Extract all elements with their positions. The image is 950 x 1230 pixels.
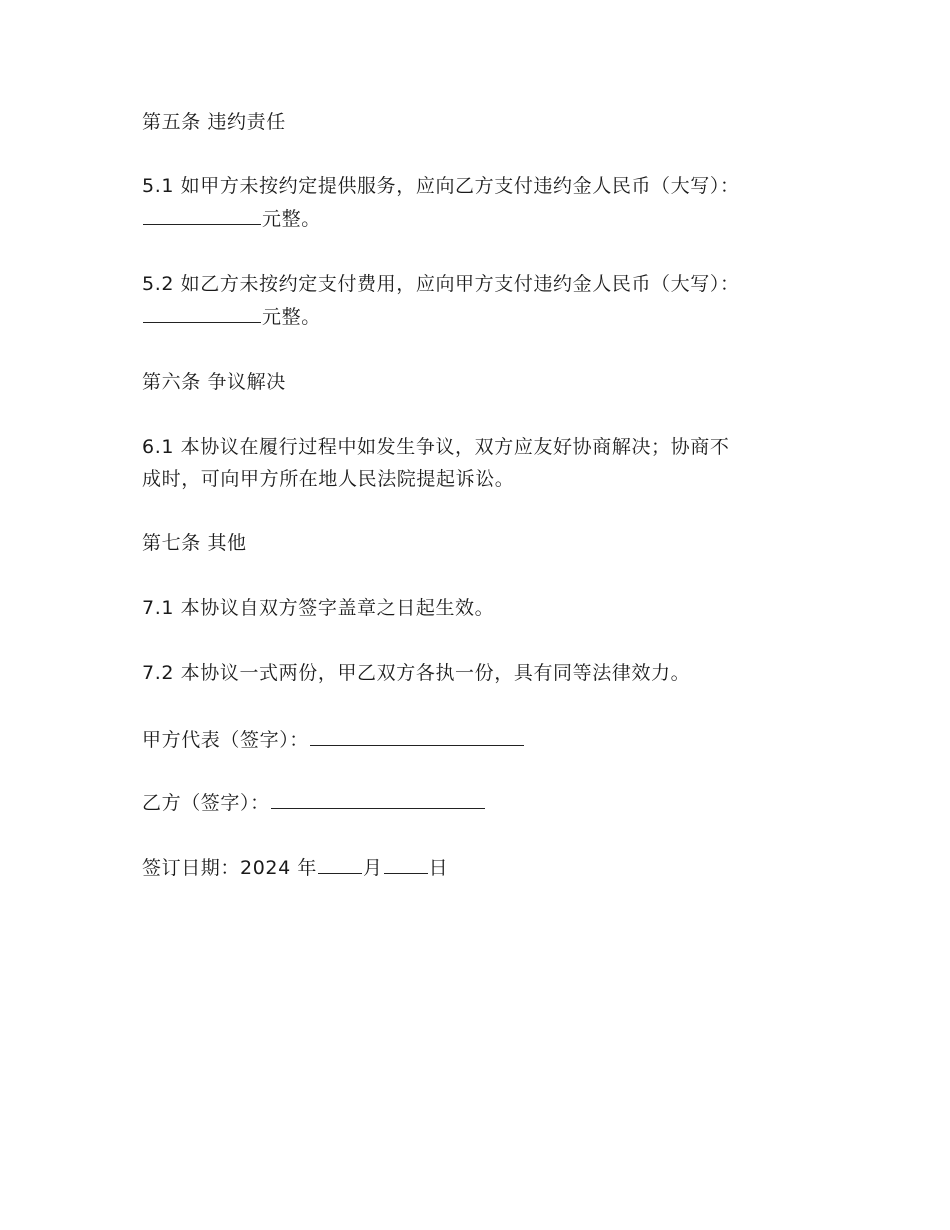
- clause-7-2: [142, 657, 842, 689]
- party-a-signature-blank[interactable]: [310, 723, 524, 746]
- date-day-blank[interactable]: [384, 851, 428, 874]
- clause-5-1: [142, 170, 842, 235]
- date-day-label: 日: [428, 857, 449, 879]
- signing-date-label: 签订日期：2024 年: [142, 857, 317, 879]
- clause-7-2-text: 7.2 本协议一式两份，甲乙双方各执一份，具有同等法律效力。: [142, 662, 691, 684]
- clause-6-1-line2: 成时，可向甲方所在地人民法院提起诉讼。: [142, 468, 515, 490]
- clause-7-1: [142, 592, 842, 624]
- clause-6-1: [142, 431, 842, 495]
- clause-5-2-text: 5.2 如乙方未按约定支付费用，应向甲方支付违约金人民币（大写）：: [142, 273, 740, 295]
- party-b-signature-blank[interactable]: [271, 786, 485, 809]
- date-month-blank[interactable]: [318, 851, 362, 874]
- clause-5-2-tail: 元整。: [262, 306, 321, 328]
- signing-date: [142, 851, 842, 884]
- section-7-title: [142, 527, 842, 559]
- section-5-title-text: 第五条 违约责任: [142, 111, 286, 133]
- clause-5-1-tail: 元整。: [262, 208, 321, 230]
- amount-blank[interactable]: [143, 202, 261, 225]
- clause-5-2-amount-line: [142, 300, 842, 333]
- party-b-signature: [142, 786, 842, 819]
- clause-6-1-line1: 6.1 本协议在履行过程中如发生争议，双方应友好协商解决；协商不: [142, 436, 730, 458]
- section-6-title: [142, 366, 842, 398]
- clause-5-2: [142, 268, 842, 333]
- clause-5-1-amount-line: [142, 202, 842, 235]
- party-b-signature-label: 乙方（签字）：: [142, 792, 270, 814]
- section-6-title-text: 第六条 争议解决: [142, 371, 286, 393]
- party-a-signature: [142, 723, 842, 756]
- section-7-title-text: 第七条 其他: [142, 532, 247, 554]
- clause-7-1-text: 7.1 本协议自双方签字盖章之日起生效。: [142, 597, 495, 619]
- clause-5-1-text: 5.1 如甲方未按约定提供服务，应向乙方支付违约金人民币（大写）：: [142, 175, 740, 197]
- date-month-label: 月: [363, 857, 383, 879]
- section-5-title: [142, 106, 842, 138]
- party-a-signature-label: 甲方代表（签字）：: [142, 729, 309, 751]
- amount-blank[interactable]: [143, 300, 261, 323]
